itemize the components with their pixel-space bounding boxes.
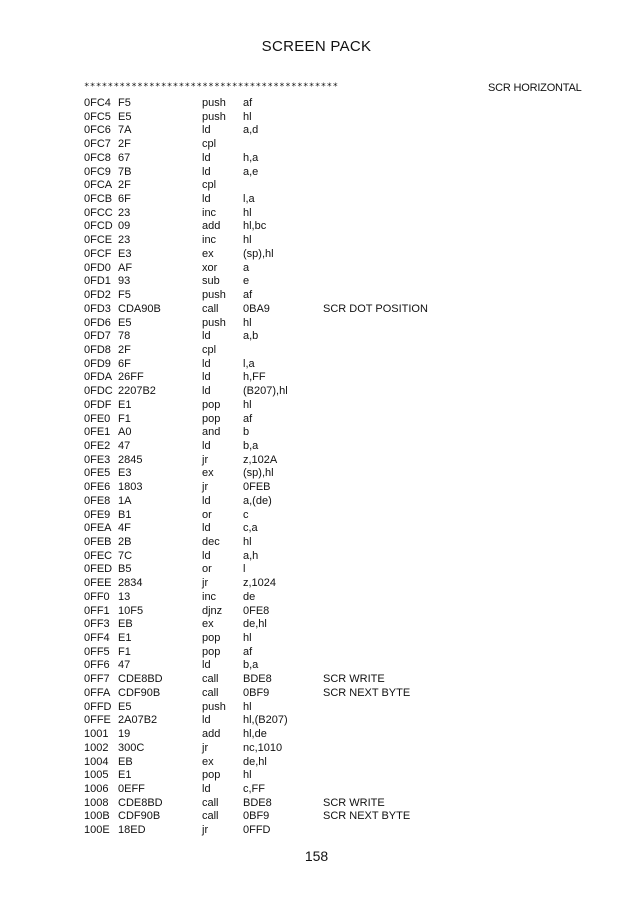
hex-bytes-cell: A0: [118, 426, 132, 439]
address-cell: 0FCA: [84, 179, 113, 192]
mnemonic-cell: ld: [202, 714, 211, 727]
mnemonic-cell: jr: [202, 453, 209, 466]
mnemonic-cell: or: [202, 508, 212, 521]
comment-cell: SCR NEXT BYTE: [323, 810, 411, 823]
address-cell: 1001: [84, 728, 109, 741]
hex-bytes-cell: 78: [118, 330, 131, 343]
operand-cell: h,FF: [243, 371, 266, 384]
mnemonic-cell: ld: [202, 782, 211, 795]
hex-bytes-cell: 0EFF: [118, 782, 145, 795]
hex-bytes-cell: 93: [118, 275, 131, 288]
hex-bytes-cell: E5: [118, 110, 132, 123]
mnemonic-cell: ld: [202, 151, 211, 164]
asterisk-separator: *******************************************: [84, 82, 339, 92]
hex-bytes-cell: E1: [118, 769, 132, 782]
operand-cell: a,h: [243, 549, 259, 562]
operand-cell: h,a: [243, 151, 259, 164]
mnemonic-cell: call: [202, 302, 219, 315]
mnemonic-cell: inc: [202, 206, 217, 219]
hex-bytes-cell: CDE8BD: [118, 796, 163, 809]
hex-bytes-cell: 26FF: [118, 371, 144, 384]
mnemonic-cell: inc: [202, 590, 217, 603]
mnemonic-cell: jr: [202, 577, 209, 590]
hex-bytes-cell: AF: [118, 261, 133, 274]
mnemonic-cell: xor: [202, 261, 218, 274]
mnemonic-cell: cpl: [202, 343, 217, 356]
hex-bytes-cell: 13: [118, 590, 131, 603]
operand-cell: hl: [243, 234, 252, 247]
mnemonic-cell: ex: [202, 247, 214, 260]
operand-cell: af: [243, 645, 253, 658]
mnemonic-cell: jr: [202, 481, 209, 494]
hex-bytes-cell: 10F5: [118, 604, 144, 617]
mnemonic-cell: ld: [202, 124, 211, 137]
address-cell: 0FD0: [84, 261, 111, 274]
hex-bytes-cell: CDF90B: [118, 810, 161, 823]
operand-cell: hl: [243, 700, 252, 713]
address-cell: 0FFE: [84, 714, 111, 727]
address-cell: 0FEA: [84, 522, 112, 535]
hex-bytes-cell: 47: [118, 439, 131, 452]
hex-bytes-cell: 6F: [118, 193, 131, 206]
mnemonic-cell: ld: [202, 357, 211, 370]
comment-cell: SCR WRITE: [323, 673, 385, 686]
operand-cell: z,1024: [243, 577, 277, 590]
operand-cell: hl: [243, 632, 252, 645]
address-cell: 0FE8: [84, 494, 111, 507]
mnemonic-cell: push: [202, 316, 226, 329]
hex-bytes-cell: F5: [118, 97, 131, 109]
operand-cell: c,FF: [243, 782, 265, 795]
operand-cell: e: [243, 275, 250, 288]
operand-cell: hl: [243, 398, 252, 411]
hex-bytes-cell: E1: [118, 632, 132, 645]
mnemonic-cell: pop: [202, 412, 221, 425]
hex-bytes-cell: 2F: [118, 179, 131, 192]
address-cell: 0FEB: [84, 536, 112, 548]
mnemonic-cell: pop: [202, 398, 221, 411]
hex-bytes-cell: E3: [118, 247, 132, 260]
operand-cell: af: [243, 289, 253, 302]
operand-cell: hl: [243, 536, 252, 548]
page-number: 158: [304, 848, 329, 864]
address-cell: 0FED: [84, 563, 113, 576]
mnemonic-cell: sub: [202, 275, 220, 288]
address-cell: 0FCD: [84, 220, 113, 233]
address-cell: 0FF4: [84, 632, 110, 645]
operand-cell: b: [243, 426, 250, 439]
address-cell: 0FDF: [84, 398, 112, 411]
mnemonic-cell: push: [202, 110, 226, 123]
mnemonic-cell: ld: [202, 193, 211, 206]
operand-cell: (B207),hl: [243, 385, 288, 398]
operand-cell: c,a: [243, 522, 258, 535]
mnemonic-cell: add: [202, 220, 221, 233]
mnemonic-cell: call: [202, 796, 219, 809]
hex-bytes-cell: 2207B2: [118, 385, 156, 398]
mnemonic-cell: pop: [202, 632, 221, 645]
mnemonic-cell: push: [202, 700, 226, 713]
address-cell: 0FC6: [84, 124, 111, 137]
mnemonic-cell: ld: [202, 385, 211, 398]
address-cell: 0FC8: [84, 151, 111, 164]
hex-bytes-cell: 2834: [118, 577, 143, 590]
hex-bytes-cell: E3: [118, 467, 132, 480]
mnemonic-cell: jr: [202, 741, 209, 754]
address-cell: 0FDA: [84, 371, 113, 384]
hex-bytes-cell: 300C: [118, 741, 145, 754]
operand-cell: a,e: [243, 165, 259, 178]
operand-cell: c: [243, 508, 249, 521]
mnemonic-cell: call: [202, 810, 219, 823]
mnemonic-cell: cpl: [202, 138, 217, 151]
operand-cell: hl,de: [243, 728, 267, 741]
hex-bytes-cell: 6F: [118, 357, 131, 370]
hex-bytes-cell: 47: [118, 659, 131, 672]
hex-bytes-cell: EB: [118, 755, 133, 768]
operand-cell: nc,1010: [243, 741, 283, 754]
hex-bytes-cell: 2A07B2: [118, 714, 158, 727]
address-cell: 0FEC: [84, 549, 113, 562]
hex-bytes-cell: F1: [118, 645, 131, 658]
hex-bytes-cell: 67: [118, 151, 131, 164]
hex-bytes-cell: 2B: [118, 536, 132, 548]
hex-bytes-cell: 2F: [118, 138, 131, 151]
mnemonic-cell: ld: [202, 494, 211, 507]
address-cell: 0FF1: [84, 604, 110, 617]
mnemonic-cell: call: [202, 673, 219, 686]
operand-cell: (sp),hl: [243, 467, 274, 480]
address-cell: 0FCE: [84, 234, 113, 247]
hex-bytes-cell: E5: [118, 700, 132, 713]
operand-cell: z,102A: [243, 453, 278, 466]
address-cell: 0FD7: [84, 330, 111, 343]
operand-cell: af: [243, 97, 253, 109]
operand-cell: 0FE8: [243, 604, 270, 617]
mnemonic-cell: ld: [202, 371, 211, 384]
mnemonic-cell: inc: [202, 234, 217, 247]
address-cell: 0FF0: [84, 590, 110, 603]
address-cell: 100E: [84, 824, 110, 837]
operand-cell: hl: [243, 110, 252, 123]
operand-cell: 0BA9: [243, 302, 270, 315]
mnemonic-cell: ld: [202, 549, 211, 562]
address-cell: 0FDC: [84, 385, 113, 398]
operand-cell: l,a: [243, 357, 255, 370]
operand-cell: BDE8: [243, 796, 272, 809]
hex-bytes-cell: 18ED: [118, 824, 146, 837]
address-cell: 0FE0: [84, 412, 111, 425]
address-cell: 0FD3: [84, 302, 111, 315]
mnemonic-cell: jr: [202, 824, 209, 837]
mnemonic-cell: add: [202, 728, 221, 741]
hex-bytes-cell: 1803: [118, 481, 143, 494]
page-title: SCREEN PACK: [261, 38, 372, 55]
address-cell: 0FFA: [84, 686, 111, 699]
address-cell: 0FE6: [84, 481, 111, 494]
operand-cell: hl: [243, 769, 252, 782]
address-cell: 0FCB: [84, 193, 113, 206]
hex-bytes-cell: E5: [118, 316, 132, 329]
operand-cell: hl,bc: [243, 220, 267, 233]
hex-bytes-cell: CDA90B: [118, 302, 161, 315]
operand-cell: hl,(B207): [243, 714, 288, 727]
hex-bytes-cell: 1A: [118, 494, 132, 507]
address-cell: 0FE5: [84, 467, 111, 480]
operand-cell: hl: [243, 316, 252, 329]
hex-bytes-cell: 7C: [118, 549, 133, 562]
mnemonic-cell: ld: [202, 439, 211, 452]
operand-cell: 0FEB: [243, 481, 271, 494]
address-cell: 0FCF: [84, 247, 112, 260]
address-cell: 0FC4: [84, 97, 111, 109]
address-cell: 0FD8: [84, 343, 111, 356]
mnemonic-cell: ld: [202, 522, 211, 535]
comment-cell: SCR WRITE: [323, 796, 385, 809]
address-cell: 100B: [84, 810, 110, 823]
address-cell: 0FE2: [84, 439, 111, 452]
mnemonic-cell: ld: [202, 659, 211, 672]
address-cell: 0FF5: [84, 645, 110, 658]
hex-bytes-cell: 19: [118, 728, 131, 741]
comment-cell: SCR NEXT BYTE: [323, 686, 411, 699]
hex-bytes-cell: 4F: [118, 522, 131, 535]
comment-cell: SCR DOT POSITION: [323, 302, 428, 315]
section-label: SCR HORIZONTAL: [488, 82, 582, 94]
address-cell: 1002: [84, 741, 109, 754]
address-cell: 0FCC: [84, 206, 113, 219]
hex-bytes-cell: 2845: [118, 453, 143, 466]
operand-cell: l,a: [243, 193, 255, 206]
operand-cell: a,d: [243, 124, 259, 137]
address-cell: 1006: [84, 782, 109, 795]
mnemonic-cell: ld: [202, 330, 211, 343]
address-cell: 0FD9: [84, 357, 111, 370]
address-cell: 1008: [84, 796, 109, 809]
operand-cell: hl: [243, 206, 252, 219]
address-cell: 0FE3: [84, 453, 111, 466]
operand-cell: a,(de): [243, 494, 272, 507]
operand-cell: de: [243, 590, 256, 603]
mnemonic-cell: or: [202, 563, 212, 576]
mnemonic-cell: ex: [202, 618, 214, 631]
address-cell: 0FC7: [84, 138, 111, 151]
mnemonic-cell: cpl: [202, 179, 217, 192]
mnemonic-cell: call: [202, 686, 219, 699]
address-cell: 0FC9: [84, 165, 111, 178]
operand-cell: b,a: [243, 659, 259, 672]
address-cell: 0FEE: [84, 577, 112, 590]
mnemonic-cell: push: [202, 97, 226, 109]
mnemonic-cell: ld: [202, 165, 211, 178]
address-cell: 0FC5: [84, 110, 111, 123]
hex-bytes-cell: F5: [118, 289, 131, 302]
address-cell: 0FE1: [84, 426, 111, 439]
operand-cell: a,b: [243, 330, 259, 343]
address-cell: 0FD2: [84, 289, 111, 302]
mnemonic-cell: ex: [202, 467, 214, 480]
hex-bytes-cell: CDE8BD: [118, 673, 163, 686]
hex-bytes-cell: 23: [118, 234, 131, 247]
hex-bytes-cell: B1: [118, 508, 132, 521]
operand-cell: 0BF9: [243, 686, 270, 699]
operand-cell: af: [243, 412, 253, 425]
address-cell: 0FD1: [84, 275, 111, 288]
operand-cell: (sp),hl: [243, 247, 274, 260]
address-cell: 0FF7: [84, 673, 110, 686]
hex-bytes-cell: B5: [118, 563, 132, 576]
address-cell: 1005: [84, 769, 109, 782]
mnemonic-cell: and: [202, 426, 221, 439]
operand-cell: de,hl: [243, 755, 267, 768]
address-cell: 0FF3: [84, 618, 110, 631]
operand-cell: l: [243, 563, 246, 576]
hex-bytes-cell: 7A: [118, 124, 132, 137]
hex-bytes-cell: F1: [118, 412, 131, 425]
address-cell: 0FFD: [84, 700, 112, 713]
operand-cell: de,hl: [243, 618, 267, 631]
mnemonic-cell: push: [202, 289, 226, 302]
hex-bytes-cell: EB: [118, 618, 133, 631]
address-cell: 0FD6: [84, 316, 111, 329]
hex-bytes-cell: 2F: [118, 343, 131, 356]
address-cell: 0FF6: [84, 659, 110, 672]
hex-bytes-cell: E1: [118, 398, 132, 411]
hex-bytes-cell: 09: [118, 220, 131, 233]
address-cell: 1004: [84, 755, 109, 768]
operand-cell: 0FFD: [243, 824, 271, 837]
operand-cell: BDE8: [243, 673, 272, 686]
hex-bytes-cell: CDF90B: [118, 686, 161, 699]
address-cell: 0FE9: [84, 508, 111, 521]
operand-cell: b,a: [243, 439, 259, 452]
hex-bytes-cell: 23: [118, 206, 131, 219]
operand-cell: 0BF9: [243, 810, 270, 823]
operand-cell: a: [243, 261, 250, 274]
mnemonic-cell: pop: [202, 645, 221, 658]
hex-bytes-cell: 7B: [118, 165, 132, 178]
mnemonic-cell: djnz: [202, 604, 223, 617]
mnemonic-cell: pop: [202, 769, 221, 782]
mnemonic-cell: ex: [202, 755, 214, 768]
mnemonic-cell: dec: [202, 536, 220, 548]
